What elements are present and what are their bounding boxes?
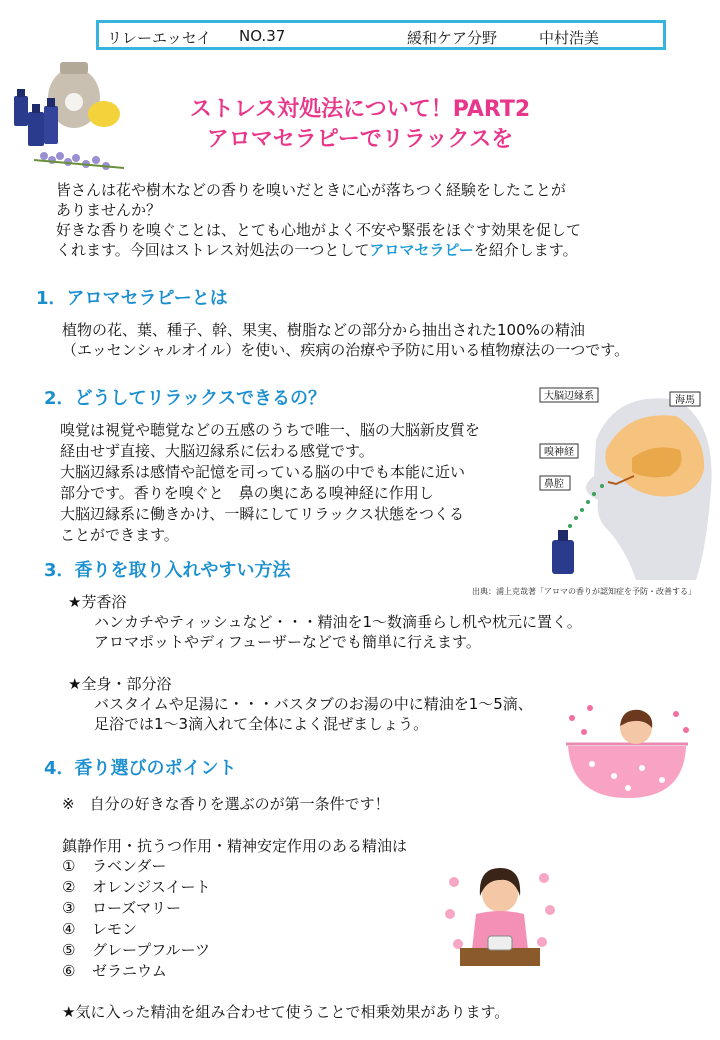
closing-note: ★気に入った精油を組み合わせて使うことで相乗効果があります。 — [62, 1003, 510, 1021]
oil-list — [62, 856, 211, 982]
section-1-heading: 1．アロマセラピーとは — [36, 288, 228, 309]
body-line: 大脳辺縁系は感情や記憶を司っている脳の中でも本能に近い — [60, 463, 466, 481]
body-line: 部分です。香りを嗅ぐと 鼻の奥にある嗅神経に作用し — [60, 484, 434, 502]
item-line: ハンカチやティッシュなど・・・精油を1～数滴垂らし机や枕元に置く。 — [94, 613, 582, 631]
section-4-heading: 4．香り選びのポイント — [44, 758, 237, 779]
item-line: アロマポットやディフューザーなどでも簡単に行えます。 — [94, 633, 481, 651]
list-item: ⑤ グレープフルーツ — [62, 941, 211, 959]
body-line: 植物の花、葉、種子、幹、果実、樹脂などの部分から抽出された100%の精油 — [62, 321, 585, 339]
section-2-body — [60, 420, 480, 546]
list-item: ③ ローズマリー — [62, 899, 181, 917]
intro-text: くれます。今回はストレス対処法の一つとして — [56, 241, 370, 259]
brain-olfactory-diagram — [536, 380, 716, 580]
title-line-2: アロマセラピーでリラックスを — [206, 127, 514, 152]
aroma-pot-illustration — [440, 858, 560, 970]
item-title: ★芳香浴 — [68, 593, 127, 611]
nasal-cavity-label: 鼻腔 — [544, 479, 564, 490]
selection-note: ※ 自分の好きな香りを選ぶのが第一条件です！ — [62, 795, 390, 813]
aroma-bottles-illustration — [4, 56, 144, 176]
section-3-item-2 — [68, 674, 533, 734]
body-line: 嗅覚は視覚や聴覚などの五感のうちで唯一、脳の大脳新皮質を — [60, 421, 480, 439]
item-title: ★全身・部分浴 — [68, 675, 172, 693]
intro-text: を紹介します。 — [473, 241, 578, 259]
title-line-1: ストレス対処法について！PART2 — [189, 97, 531, 122]
list-item: ① ラベンダー — [62, 857, 167, 875]
source-citation: 出典：浦上克哉著「アロマの香りが認知症を予防・改善する」 — [472, 587, 696, 596]
series-label: リレーエッセイ — [107, 29, 212, 47]
author-name: 中村浩美 — [539, 29, 600, 47]
olfactory-nerve-label: 嗅神経 — [544, 447, 574, 458]
body-line: 経由せず直接、大脳辺縁系に伝わる感覚です。 — [60, 442, 374, 460]
list-item: ④ レモン — [62, 920, 138, 938]
intro-line — [56, 240, 581, 260]
intro-line: ありませんか？ — [56, 201, 162, 219]
aromatherapy-highlight: アロマセラピー — [369, 241, 474, 259]
section-2-heading: 2．どうしてリラックスできるの？ — [44, 388, 326, 409]
oil-list-intro: 鎮静作用・抗うつ作用・精神安定作用のある精油は — [62, 837, 408, 855]
limbic-label: 大脳辺縁系 — [544, 391, 594, 402]
list-item: ⑥ ゼラニウム — [62, 962, 167, 980]
intro-line: 好きな香りを嗅ぐことは、とても心地がよく不安や緊張をほぐす効果を促して — [56, 221, 582, 239]
header-box — [96, 20, 666, 50]
section-1-body — [62, 320, 629, 360]
body-line: （エッセンシャルオイル）を使い、疾病の治療や予防に用いる植物療法の一つです。 — [62, 341, 630, 359]
list-item: ② オレンジスイート — [62, 878, 211, 896]
body-line: ことができます。 — [60, 526, 179, 544]
intro-line: 皆さんは花や樹木などの香りを嗅いだときに心が落ちつく経験をしたことが — [56, 181, 566, 199]
hippocampus-label: 海馬 — [675, 395, 695, 406]
item-line: 足浴では1～3滴入れて全体によく混ぜましょう。 — [94, 715, 429, 733]
body-line: 大脳辺縁系に働きかけ、一瞬にしてリラックス状態をつくる — [60, 505, 464, 523]
issue-number: NO.37 — [239, 27, 286, 45]
intro-paragraph — [56, 180, 581, 260]
item-line: バスタイムや足湯に・・・バスタブのお湯の中に精油を1～5滴、 — [94, 695, 533, 713]
bath-illustration — [562, 702, 692, 800]
section-3-heading: 3．香りを取り入れやすい方法 — [44, 560, 291, 581]
field-label: 緩和ケア分野 — [407, 29, 498, 47]
section-3-item-1 — [68, 592, 582, 652]
